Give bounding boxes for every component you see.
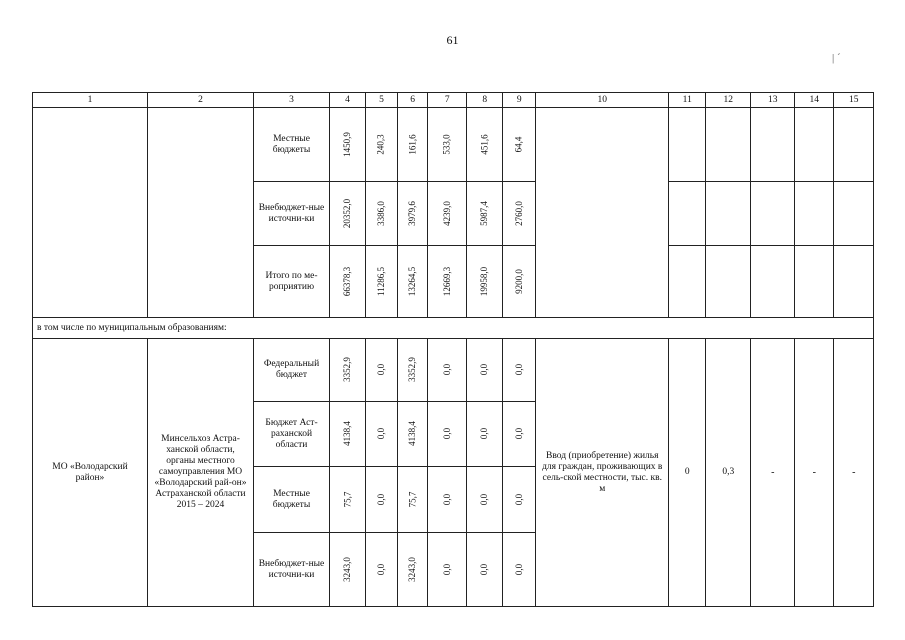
value-text: 3352,9 — [407, 357, 418, 382]
source-cell: Внебюджет-ные источни-ки — [254, 533, 330, 607]
header-cell: 11 — [669, 93, 706, 108]
corner-mark: | ´ — [832, 52, 841, 64]
value-cell — [503, 467, 536, 533]
value-text: 12669,3 — [441, 266, 452, 296]
col13-cell: - — [751, 339, 795, 607]
value-cell — [366, 246, 398, 318]
value-cell — [503, 246, 536, 318]
value-cell — [398, 467, 428, 533]
value-cell — [503, 533, 536, 607]
executor-cell: Минсельхоз Астра-ханской области, органы местного самоуправления МО «Володарский рай-он» Астраханской области 2015 – 2024 — [148, 339, 254, 607]
value-text: 1450,9 — [342, 131, 352, 157]
value-cell — [366, 339, 398, 402]
header-cell: 13 — [751, 93, 795, 108]
value-text: 20352,0 — [342, 198, 352, 228]
value-text: 4138,4 — [407, 421, 418, 446]
value-text: 240,3 — [376, 133, 386, 155]
value-text: 0,0 — [479, 493, 490, 505]
value-text: 0,0 — [513, 493, 524, 505]
value-text: 19958,0 — [479, 266, 490, 296]
header-cell: 3 — [254, 93, 330, 108]
value-text: 3352,9 — [342, 357, 352, 382]
budget-table — [32, 92, 874, 607]
value-text: 0,0 — [441, 493, 452, 505]
value-text: 0,0 — [513, 363, 524, 376]
value-text: 66378,3 — [342, 266, 352, 296]
empty-cell — [751, 246, 795, 318]
empty-cell — [706, 246, 751, 318]
value-text: 5987,4 — [479, 200, 490, 226]
municipality-cell: МО «Володарский район» — [33, 339, 148, 607]
value-cell — [366, 533, 398, 607]
value-cell — [398, 339, 428, 402]
source-cell: Внебюджет-ные источни-ки — [254, 182, 330, 246]
empty-cell — [751, 108, 795, 182]
value-text: 4138,4 — [342, 421, 352, 446]
value-text: 4239,0 — [441, 200, 452, 226]
value-cell — [467, 533, 503, 607]
value-cell — [503, 339, 536, 402]
value-cell — [467, 402, 503, 467]
value-cell — [330, 108, 366, 182]
value-cell — [330, 246, 366, 318]
page-number: 61 — [446, 33, 459, 47]
empty-cell — [669, 246, 706, 318]
header-cell: 1 — [33, 93, 148, 108]
value-text: 0,0 — [479, 563, 490, 575]
header-cell: 5 — [366, 93, 398, 108]
col11-cell: 0 — [669, 339, 706, 607]
value-cell — [428, 467, 467, 533]
value-cell — [503, 182, 536, 246]
value-cell — [503, 402, 536, 467]
value-text: 75,7 — [407, 491, 418, 507]
header-row — [33, 93, 874, 108]
empty-cell — [751, 182, 795, 246]
value-text: 0,0 — [376, 427, 386, 440]
col14-cell: - — [795, 339, 834, 607]
value-cell — [428, 533, 467, 607]
value-text: 0,0 — [441, 563, 452, 575]
value-cell — [428, 339, 467, 402]
source-cell: Местные бюджеты — [254, 467, 330, 533]
value-cell — [398, 533, 428, 607]
header-cell: 8 — [467, 93, 503, 108]
header-cell: 7 — [428, 93, 467, 108]
value-text: 11286,5 — [375, 266, 386, 296]
header-cell: 4 — [330, 93, 366, 108]
value-text: 0,0 — [513, 427, 524, 440]
value-cell — [428, 402, 467, 467]
value-text: 0,0 — [441, 427, 452, 440]
empty-cell — [536, 108, 669, 318]
value-text: 3386,0 — [376, 200, 386, 226]
value-cell — [467, 339, 503, 402]
value-cell — [467, 467, 503, 533]
value-text: 13264,5 — [407, 266, 418, 296]
value-text: 0,0 — [479, 363, 490, 376]
empty-cell — [834, 246, 874, 318]
value-text: 0,0 — [376, 493, 386, 505]
table-row — [33, 108, 874, 182]
value-cell — [428, 246, 467, 318]
value-cell — [398, 246, 428, 318]
header-cell: 2 — [148, 93, 254, 108]
value-cell — [467, 246, 503, 318]
source-cell: Федеральный бюджет — [254, 339, 330, 402]
value-text: 64,4 — [513, 136, 524, 152]
value-cell — [398, 402, 428, 467]
value-text: 75,7 — [342, 491, 352, 507]
value-cell — [398, 182, 428, 246]
value-text: 451,6 — [479, 133, 490, 155]
value-cell — [330, 402, 366, 467]
empty-cell — [795, 108, 834, 182]
value-text: 0,0 — [513, 563, 524, 575]
header-cell: 10 — [536, 93, 669, 108]
empty-cell — [795, 182, 834, 246]
empty-cell — [795, 246, 834, 318]
value-text: 0,0 — [441, 363, 452, 376]
header-cell: 12 — [706, 93, 751, 108]
value-text: 0,0 — [376, 563, 386, 575]
empty-cell — [669, 108, 706, 182]
value-cell — [467, 182, 503, 246]
value-text: 3979,6 — [407, 200, 418, 226]
value-text: 2760,0 — [513, 200, 524, 226]
header-cell: 14 — [795, 93, 834, 108]
empty-cell — [834, 182, 874, 246]
header-cell: 15 — [834, 93, 874, 108]
empty-cell — [834, 108, 874, 182]
empty-cell — [148, 108, 254, 318]
empty-cell — [669, 182, 706, 246]
source-cell: Местные бюджеты — [254, 108, 330, 182]
source-cell: Итого по ме-роприятию — [254, 246, 330, 318]
value-text: 3243,0 — [342, 556, 352, 582]
indicator-cell: Ввод (приобретение) жилья для граждан, проживающих в сель-ской местности, тыс. кв. м — [536, 339, 669, 607]
value-cell — [330, 339, 366, 402]
empty-cell — [706, 182, 751, 246]
value-cell — [503, 108, 536, 182]
value-cell — [330, 533, 366, 607]
value-cell — [366, 108, 398, 182]
header-cell: 6 — [398, 93, 428, 108]
value-cell — [428, 182, 467, 246]
value-text: 3243,0 — [407, 556, 418, 582]
value-cell — [330, 182, 366, 246]
section-label: в том числе по муниципальным образованиям: — [33, 318, 874, 339]
value-cell — [366, 402, 398, 467]
value-cell — [330, 467, 366, 533]
header-cell: 9 — [503, 93, 536, 108]
value-text: 9200,0 — [513, 268, 524, 294]
value-text: 0,0 — [376, 363, 386, 376]
source-cell: Бюджет Аст-раханской области — [254, 402, 330, 467]
value-cell — [398, 108, 428, 182]
col12-cell: 0,3 — [706, 339, 751, 607]
value-cell — [366, 182, 398, 246]
col15-cell: - — [834, 339, 874, 607]
section-row — [33, 318, 874, 339]
value-cell — [366, 467, 398, 533]
value-text: 0,0 — [479, 427, 490, 440]
table-row — [33, 339, 874, 402]
value-cell — [467, 108, 503, 182]
empty-cell — [33, 108, 148, 318]
empty-cell — [706, 108, 751, 182]
value-text: 161,6 — [407, 133, 418, 155]
value-cell — [428, 108, 467, 182]
value-text: 533,0 — [441, 133, 452, 155]
